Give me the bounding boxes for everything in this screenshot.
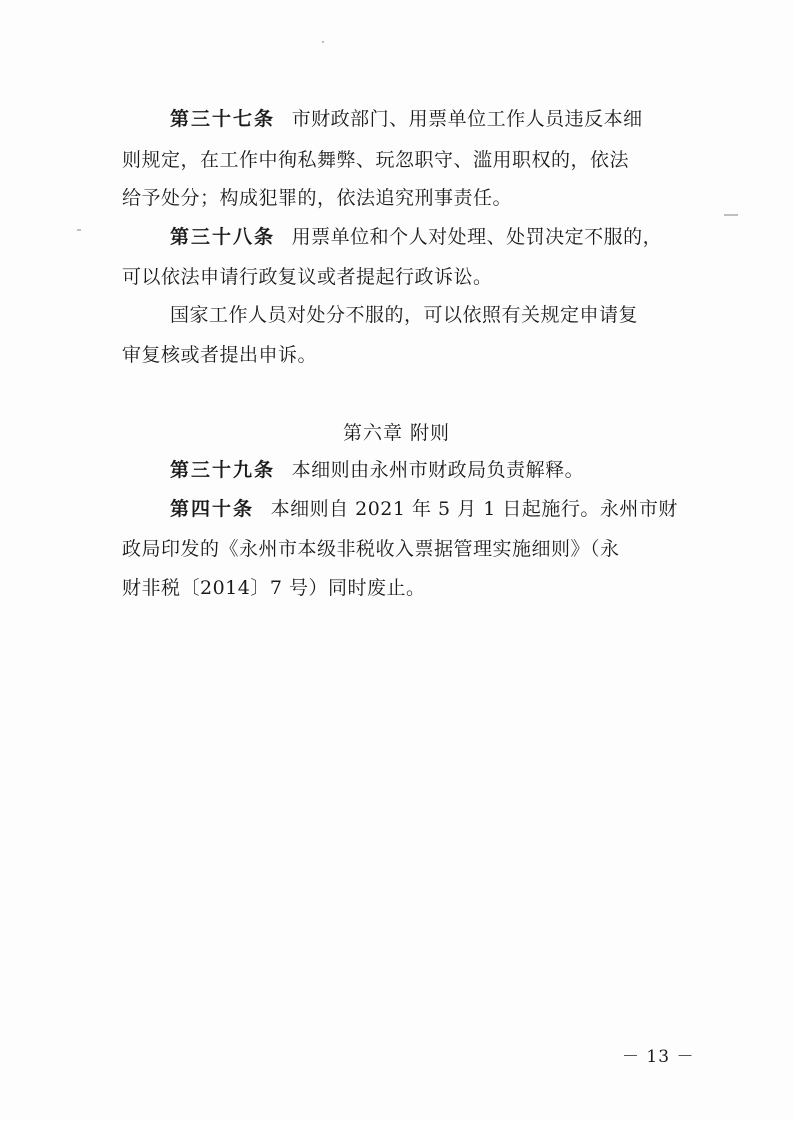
paragraph-line-2 (122, 343, 317, 367)
paragraph-line-1 (170, 303, 638, 327)
article-40-line-3 (122, 576, 425, 600)
article-label: 第四十条 (170, 498, 255, 520)
chapter-title: 第六章 附则 (342, 422, 451, 444)
article-text: 可以依法申请行政复议或者提起行政诉讼。 (122, 266, 493, 288)
article-40-line-2 (122, 537, 620, 561)
article-text: 本细则自 2021 年 5 月 1 日起施行。永州市财 (270, 498, 678, 520)
article-40-line-1 (170, 497, 678, 521)
paragraph-text: 审复核或者提出申诉。 (122, 344, 318, 366)
scan-mark (322, 41, 324, 43)
article-text: 则规定，在工作中徇私舞弊、玩忽职守、滥用职权的，依法 (122, 149, 630, 171)
article-text: 财非税〔2014〕7 号）同时废止。 (122, 577, 426, 599)
article-text: 本细则由永州市财政局负责解释。 (291, 459, 585, 481)
article-text: 政局印发的《永州市本级非税收入票据管理实施细则》（永 (122, 538, 620, 560)
article-37-line-1 (170, 107, 643, 131)
article-37-line-3 (122, 186, 512, 210)
page-number: － 13 － (622, 1047, 695, 1067)
article-39-line-1 (170, 458, 584, 482)
article-text: 给予处分；构成犯罪的，依法追究刑事责任。 (122, 187, 513, 209)
paragraph-text: 国家工作人员对处分不服的，可以依照有关规定申请复 (170, 304, 639, 326)
article-label: 第三十七条 (170, 108, 276, 130)
article-label: 第三十九条 (170, 459, 276, 481)
scan-mark (724, 214, 738, 216)
article-37-line-2 (122, 148, 629, 172)
article-38-line-1 (170, 225, 662, 249)
article-label: 第三十八条 (170, 226, 276, 248)
scan-mark (77, 229, 81, 231)
article-38-line-2 (122, 265, 493, 289)
article-text: 市财政部门、用票单位工作人员违反本细 (291, 108, 643, 130)
article-text: 用票单位和个人对处理、处罚决定不服的， (291, 226, 663, 248)
